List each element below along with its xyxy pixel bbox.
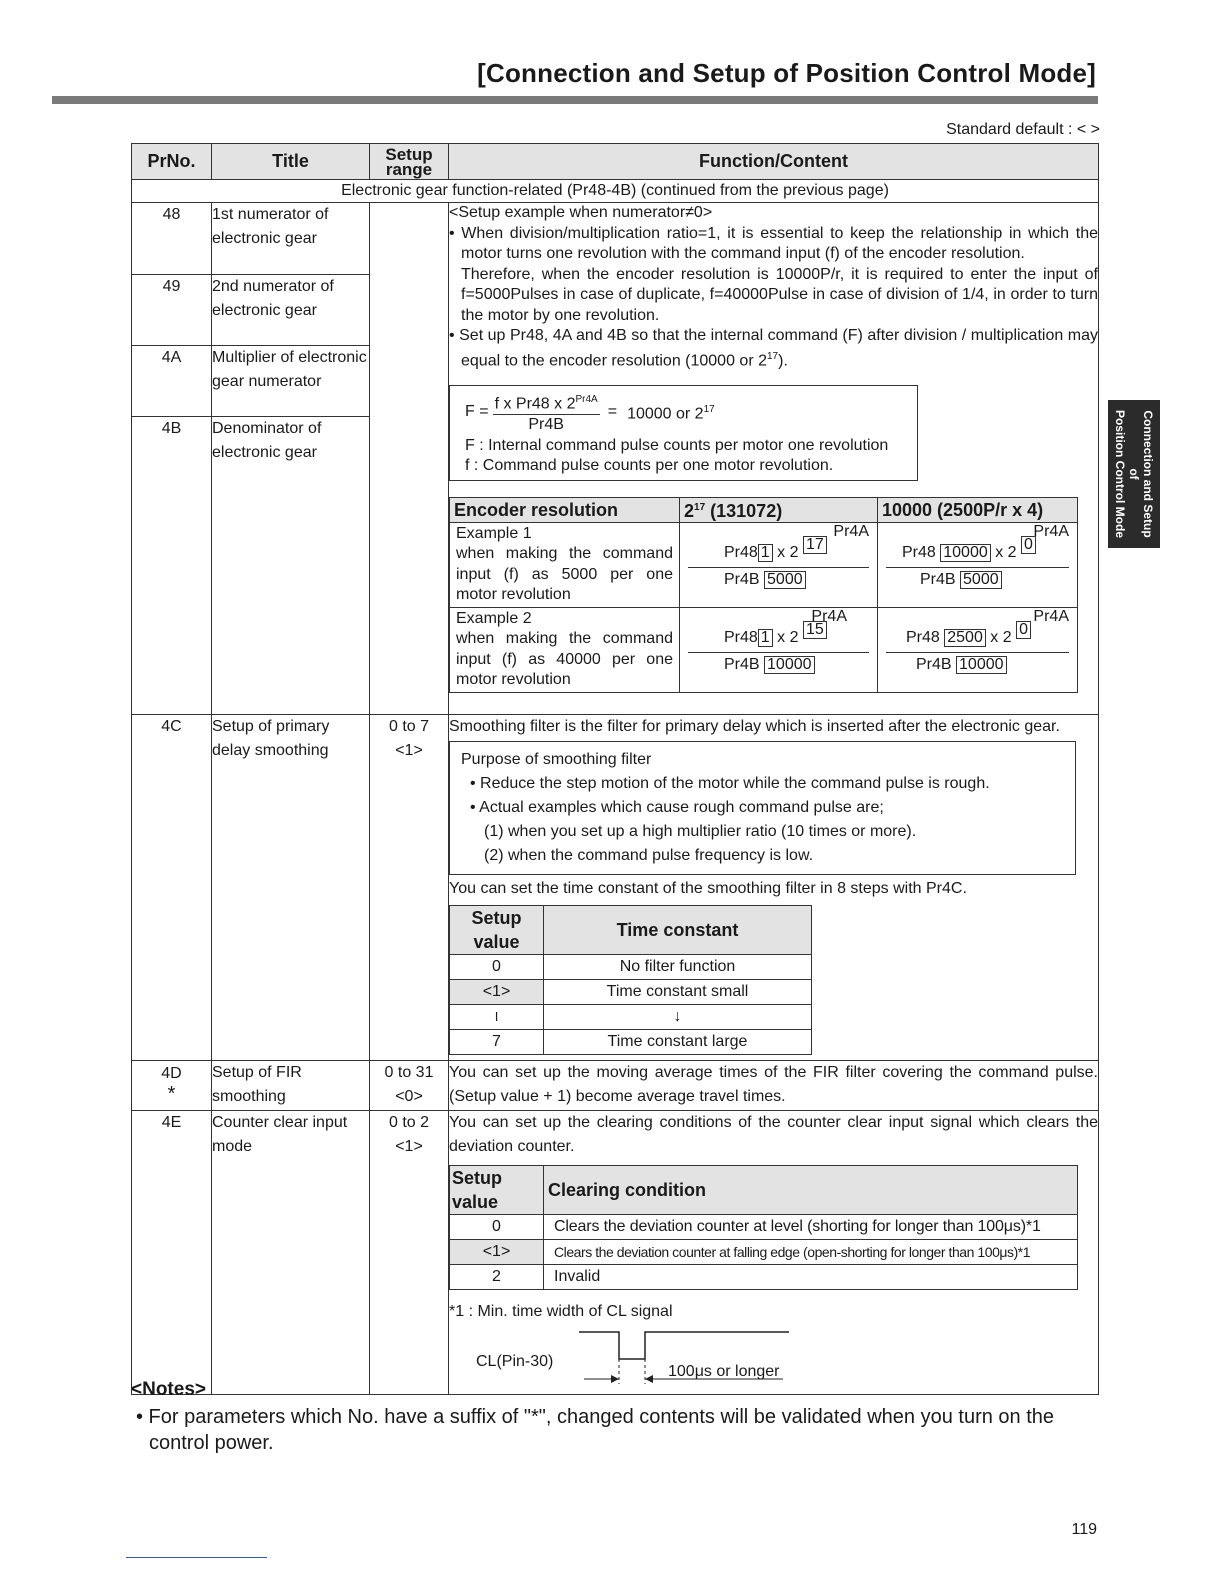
range-4d bbox=[370, 1061, 449, 1111]
ex1a-pr4b: Pr4B bbox=[724, 570, 760, 588]
formula-def-F: F : Internal command pulse counts per motor one revolution bbox=[465, 437, 889, 455]
range-4c bbox=[370, 715, 449, 1061]
prno-4d bbox=[132, 1061, 212, 1111]
title-4c: Setup of primary delay smoothing bbox=[212, 715, 370, 1061]
ex1a-pr4a: Pr4A bbox=[833, 522, 869, 540]
tc-t0: No filter function bbox=[544, 955, 812, 980]
smoothing-intro: Smoothing filter is the filter for primary delay which is inserted after the electronic gear. bbox=[449, 718, 1060, 735]
title-4e: Counter clear input mode bbox=[212, 1111, 370, 1395]
ex2b-pr4b: Pr4B bbox=[916, 655, 952, 673]
side-tab bbox=[1108, 400, 1160, 548]
header-function: Function/Content bbox=[449, 144, 1099, 180]
enc-h2-base: 2 bbox=[684, 501, 695, 522]
cl-signal-label: CL(Pin-30) bbox=[476, 1353, 554, 1370]
gear-heading: <Setup example when numerator≠0> bbox=[449, 204, 713, 221]
page-number: 119 bbox=[1071, 1521, 1097, 1538]
notes-title: <Notes> bbox=[131, 1379, 206, 1400]
ex2b-denominator bbox=[886, 653, 1069, 676]
time-constant-table bbox=[449, 905, 812, 1055]
footer-link-line bbox=[126, 1557, 267, 1558]
clearing-table bbox=[449, 1165, 1078, 1290]
enc-header-10000: 10000 (2500P/r x 4) bbox=[878, 498, 1078, 523]
gear-bullet1: • When division/multiplication ratio=1, it is essential to keep the relationship in which the motor turns one revolution with the command input (f) of the encoder resolution. bbox=[449, 224, 1098, 262]
gear-bullet2-text: • Set up Pr48, 4A and 4B so that the internal command (F) after division / multiplication may equal to the encoder resolution (10000 or 2 bbox=[449, 327, 1098, 369]
content-4e bbox=[449, 1111, 1099, 1395]
content-4d: You can set up the moving average times of the FIR filter covering the command pulse. (Setup value + 1) become average travel times. bbox=[449, 1061, 1099, 1111]
enc-h2-sup: 17 bbox=[694, 502, 706, 514]
purpose-box bbox=[449, 741, 1076, 875]
cc-t0: Clears the deviation counter at level (shorting for longer than 100μs)*1 bbox=[544, 1215, 1078, 1240]
enc-header-2-17 bbox=[680, 498, 878, 523]
table-row bbox=[450, 1240, 1078, 1265]
content-4c bbox=[449, 715, 1099, 1061]
ex2-desc: when making the command input (f) as 40000 per one motor revolution bbox=[456, 630, 673, 689]
formula-num-sup: Pr4A bbox=[575, 393, 598, 405]
ex1b-denominator bbox=[886, 568, 1069, 591]
table-row bbox=[450, 1005, 812, 1030]
gear-bullet2-end: ). bbox=[778, 351, 788, 369]
gear-bullet2 bbox=[449, 326, 1098, 371]
cl-pulse-line bbox=[579, 1332, 789, 1359]
cc-t1: Clears the deviation counter at falling edge (open-shorting for longer than 100μs)*1 bbox=[544, 1240, 1078, 1265]
cl-footnote: *1 : Min. time width of CL signal bbox=[449, 1303, 673, 1320]
range-4c-value: 0 to 7 bbox=[388, 718, 430, 735]
formula-result-text: 10000 or 2 bbox=[627, 405, 704, 423]
gear-bullet2-sup: 17 bbox=[767, 350, 779, 362]
range-4e bbox=[370, 1111, 449, 1395]
ex2a-exp: 15 bbox=[803, 621, 827, 639]
ex2b-x2: x 2 bbox=[990, 628, 1012, 646]
gear-therefore: Therefore, when the encoder resolution is 10000P/r, it is required to enter the input of f=5000Pulses in case of duplicate, f=40000Pulse in case of division of 1/4, in order to turn the motor by one revolution. bbox=[461, 265, 1098, 324]
smoothing-steps: You can set the time constant of the smoothing filter in 8 steps with Pr4C. bbox=[449, 880, 967, 897]
range-4d-default: <0> bbox=[395, 1088, 423, 1105]
parameter-table bbox=[131, 143, 1099, 1395]
ex1b-numerator bbox=[886, 535, 1069, 568]
header-prno: PrNo. bbox=[132, 144, 212, 180]
header-range bbox=[370, 144, 449, 180]
prno-4d-value: 4D bbox=[161, 1065, 182, 1082]
ex2b-exp: 0 bbox=[1016, 621, 1031, 639]
ex2b-pr4b-value: 10000 bbox=[956, 656, 1007, 674]
formula-def-f: f : Command pulse counts per one motor revolution. bbox=[465, 457, 834, 475]
cl-arrow-right-head bbox=[645, 1375, 653, 1383]
table-row bbox=[132, 715, 1099, 1061]
ex2b-pr48-value: 2500 bbox=[944, 629, 986, 647]
ex2a-pr48: Pr48 bbox=[724, 628, 758, 646]
enc-header-resolution: Encoder resolution bbox=[450, 498, 680, 523]
tc-t3: Time constant large bbox=[544, 1030, 812, 1055]
ex1a-x2: x 2 bbox=[777, 543, 799, 561]
ex1b-pr4b: Pr4B bbox=[920, 570, 956, 588]
cc-header-condition: Clearing condition bbox=[544, 1166, 1078, 1215]
formula-box bbox=[449, 385, 918, 481]
section-heading: Electronic gear function-related (Pr48-4B) (continued from the previous page) bbox=[132, 180, 1099, 203]
ex2a-denominator bbox=[688, 653, 869, 676]
range-4e-value: 0 to 2 bbox=[388, 1114, 430, 1131]
table-row bbox=[132, 1111, 1099, 1395]
clear-intro: You can set up the clearing conditions of the counter clear input signal which clears the deviation counter. bbox=[449, 1114, 1098, 1155]
prno-4e: 4E bbox=[132, 1111, 212, 1395]
notes-text bbox=[136, 1404, 1100, 1456]
formula-numerator bbox=[493, 390, 600, 415]
table-row bbox=[132, 203, 1099, 275]
ex1a-denominator bbox=[688, 568, 869, 591]
ex1b-exp: 0 bbox=[1021, 536, 1036, 554]
cc-header-setup: Setup value bbox=[450, 1166, 544, 1215]
enc-example1-row bbox=[450, 522, 1078, 607]
formula-result-sup: 17 bbox=[703, 404, 715, 416]
prno-48: 48 bbox=[132, 203, 212, 275]
table-row bbox=[450, 1265, 1078, 1290]
ex1a-exp: 17 bbox=[803, 536, 827, 554]
table-row bbox=[450, 1215, 1078, 1240]
standard-default-note: Standard default : < > bbox=[946, 121, 1100, 138]
ex1a-pr4b-value: 5000 bbox=[764, 571, 806, 589]
ex1a-pr48: Pr48 bbox=[724, 543, 758, 561]
gear-content bbox=[449, 203, 1099, 715]
formula-denominator: Pr4B bbox=[528, 416, 564, 433]
ex1b-pr48-value: 10000 bbox=[940, 544, 991, 562]
ex1b-pr4b-value: 5000 bbox=[960, 571, 1002, 589]
purpose-b2: • Actual examples which cause rough command pulse are; bbox=[470, 799, 884, 816]
cl-signal-diagram bbox=[449, 1324, 1098, 1394]
range-gear bbox=[370, 203, 449, 715]
header-range-line1: Setup bbox=[385, 144, 433, 164]
title-48: 1st numerator of electronic gear bbox=[212, 203, 370, 275]
purpose-title: Purpose of smoothing filter bbox=[461, 751, 652, 768]
formula-F: F = bbox=[465, 403, 489, 421]
ex2b-pr4a: Pr4A bbox=[1033, 607, 1069, 625]
ex2a-x2: x 2 bbox=[777, 628, 799, 646]
ex1b-pr4a: Pr4A bbox=[1033, 522, 1069, 540]
table-row bbox=[450, 980, 812, 1005]
ex2a-numerator bbox=[688, 620, 869, 653]
side-tab-line1: Connection and Setup of bbox=[1127, 410, 1155, 538]
formula-result bbox=[627, 400, 715, 424]
title-49: 2nd numerator of electronic gear bbox=[212, 275, 370, 346]
cl-arrow-left-head bbox=[611, 1375, 619, 1383]
table-row bbox=[132, 1061, 1099, 1111]
tc-t1: Time constant small bbox=[544, 980, 812, 1005]
page-title: [Connection and Setup of Position Control Mode] bbox=[477, 58, 1096, 88]
enc-h2-rest: (131072) bbox=[705, 501, 783, 522]
formula-fraction bbox=[493, 390, 600, 435]
header-title: Title bbox=[212, 144, 370, 180]
ex1b-x2: x 2 bbox=[995, 543, 1017, 561]
prno-49: 49 bbox=[132, 275, 212, 346]
prno-4c: 4C bbox=[132, 715, 212, 1061]
side-tab-line2: Position Control Mode bbox=[1113, 410, 1127, 538]
prno-4b: 4B bbox=[132, 417, 212, 715]
ex2a-pr4a: Pr4A bbox=[811, 607, 847, 625]
notes-bullet: • For parameters which No. have a suffix of "*", changed contents will be validated when you turn on the control power. bbox=[136, 1406, 1055, 1454]
tc-header-time: Time constant bbox=[544, 906, 812, 955]
tc-v1: <1> bbox=[450, 980, 544, 1005]
ex2b-numerator bbox=[886, 620, 1069, 653]
cc-v0: 0 bbox=[450, 1215, 544, 1240]
formula-numerator-text: f x Pr48 x 2 bbox=[494, 395, 576, 412]
ex2a-pr48-value: 1 bbox=[758, 629, 773, 647]
header-range-line2: range bbox=[385, 159, 433, 179]
title-4d: Setup of FIR smoothing bbox=[212, 1061, 370, 1111]
range-4c-default: <1> bbox=[395, 742, 423, 759]
ex2a-pr4b: Pr4B bbox=[724, 655, 760, 673]
range-4e-default: <1> bbox=[395, 1138, 423, 1155]
tc-v0: 0 bbox=[450, 955, 544, 980]
purpose-b1: • Reduce the step motion of the motor while the command pulse is rough. bbox=[470, 775, 990, 792]
cc-t2: Invalid bbox=[544, 1265, 1078, 1290]
ex2b-pr48: Pr48 bbox=[906, 628, 940, 646]
ex2-label: Example 2 bbox=[456, 609, 532, 627]
title-4a: Multiplier of electronic gear numerator bbox=[212, 346, 370, 417]
formula-equals: = bbox=[607, 403, 618, 421]
tc-t2: ↓ bbox=[544, 1005, 812, 1030]
ex1-label: Example 1 bbox=[456, 524, 532, 542]
enc-example2-row bbox=[450, 607, 1078, 692]
range-4d-value: 0 to 31 bbox=[384, 1064, 434, 1081]
ex1-desc: when making the command input (f) as 5000 per one motor revolution bbox=[456, 545, 673, 604]
cc-v1: <1> bbox=[450, 1240, 544, 1265]
header-row bbox=[132, 144, 1099, 180]
tc-v2: I bbox=[450, 1005, 544, 1030]
ex1a-numerator bbox=[688, 535, 869, 568]
ex2a-pr4b-value: 10000 bbox=[764, 656, 815, 674]
purpose-i1: (1) when you set up a high multiplier ratio (10 times or more). bbox=[484, 823, 917, 840]
tc-header-setup: Setup value bbox=[450, 906, 544, 955]
ex1a-pr48-value: 1 bbox=[758, 544, 773, 562]
prno-4a: 4A bbox=[132, 346, 212, 417]
title-rule bbox=[52, 96, 1098, 104]
cl-pulse-width-label: 100μs or longer bbox=[668, 1363, 780, 1380]
title-4b: Denominator of electronic gear bbox=[212, 417, 370, 715]
tc-v3: 7 bbox=[450, 1030, 544, 1055]
ex1b-pr48: Pr48 bbox=[902, 543, 936, 561]
table-row bbox=[450, 955, 812, 980]
encoder-table bbox=[449, 497, 1078, 693]
purpose-i2: (2) when the command pulse frequency is low. bbox=[484, 847, 814, 864]
table-row bbox=[450, 1030, 812, 1055]
cc-v2: 2 bbox=[450, 1265, 544, 1290]
prno-4d-star: * bbox=[167, 1083, 176, 1105]
